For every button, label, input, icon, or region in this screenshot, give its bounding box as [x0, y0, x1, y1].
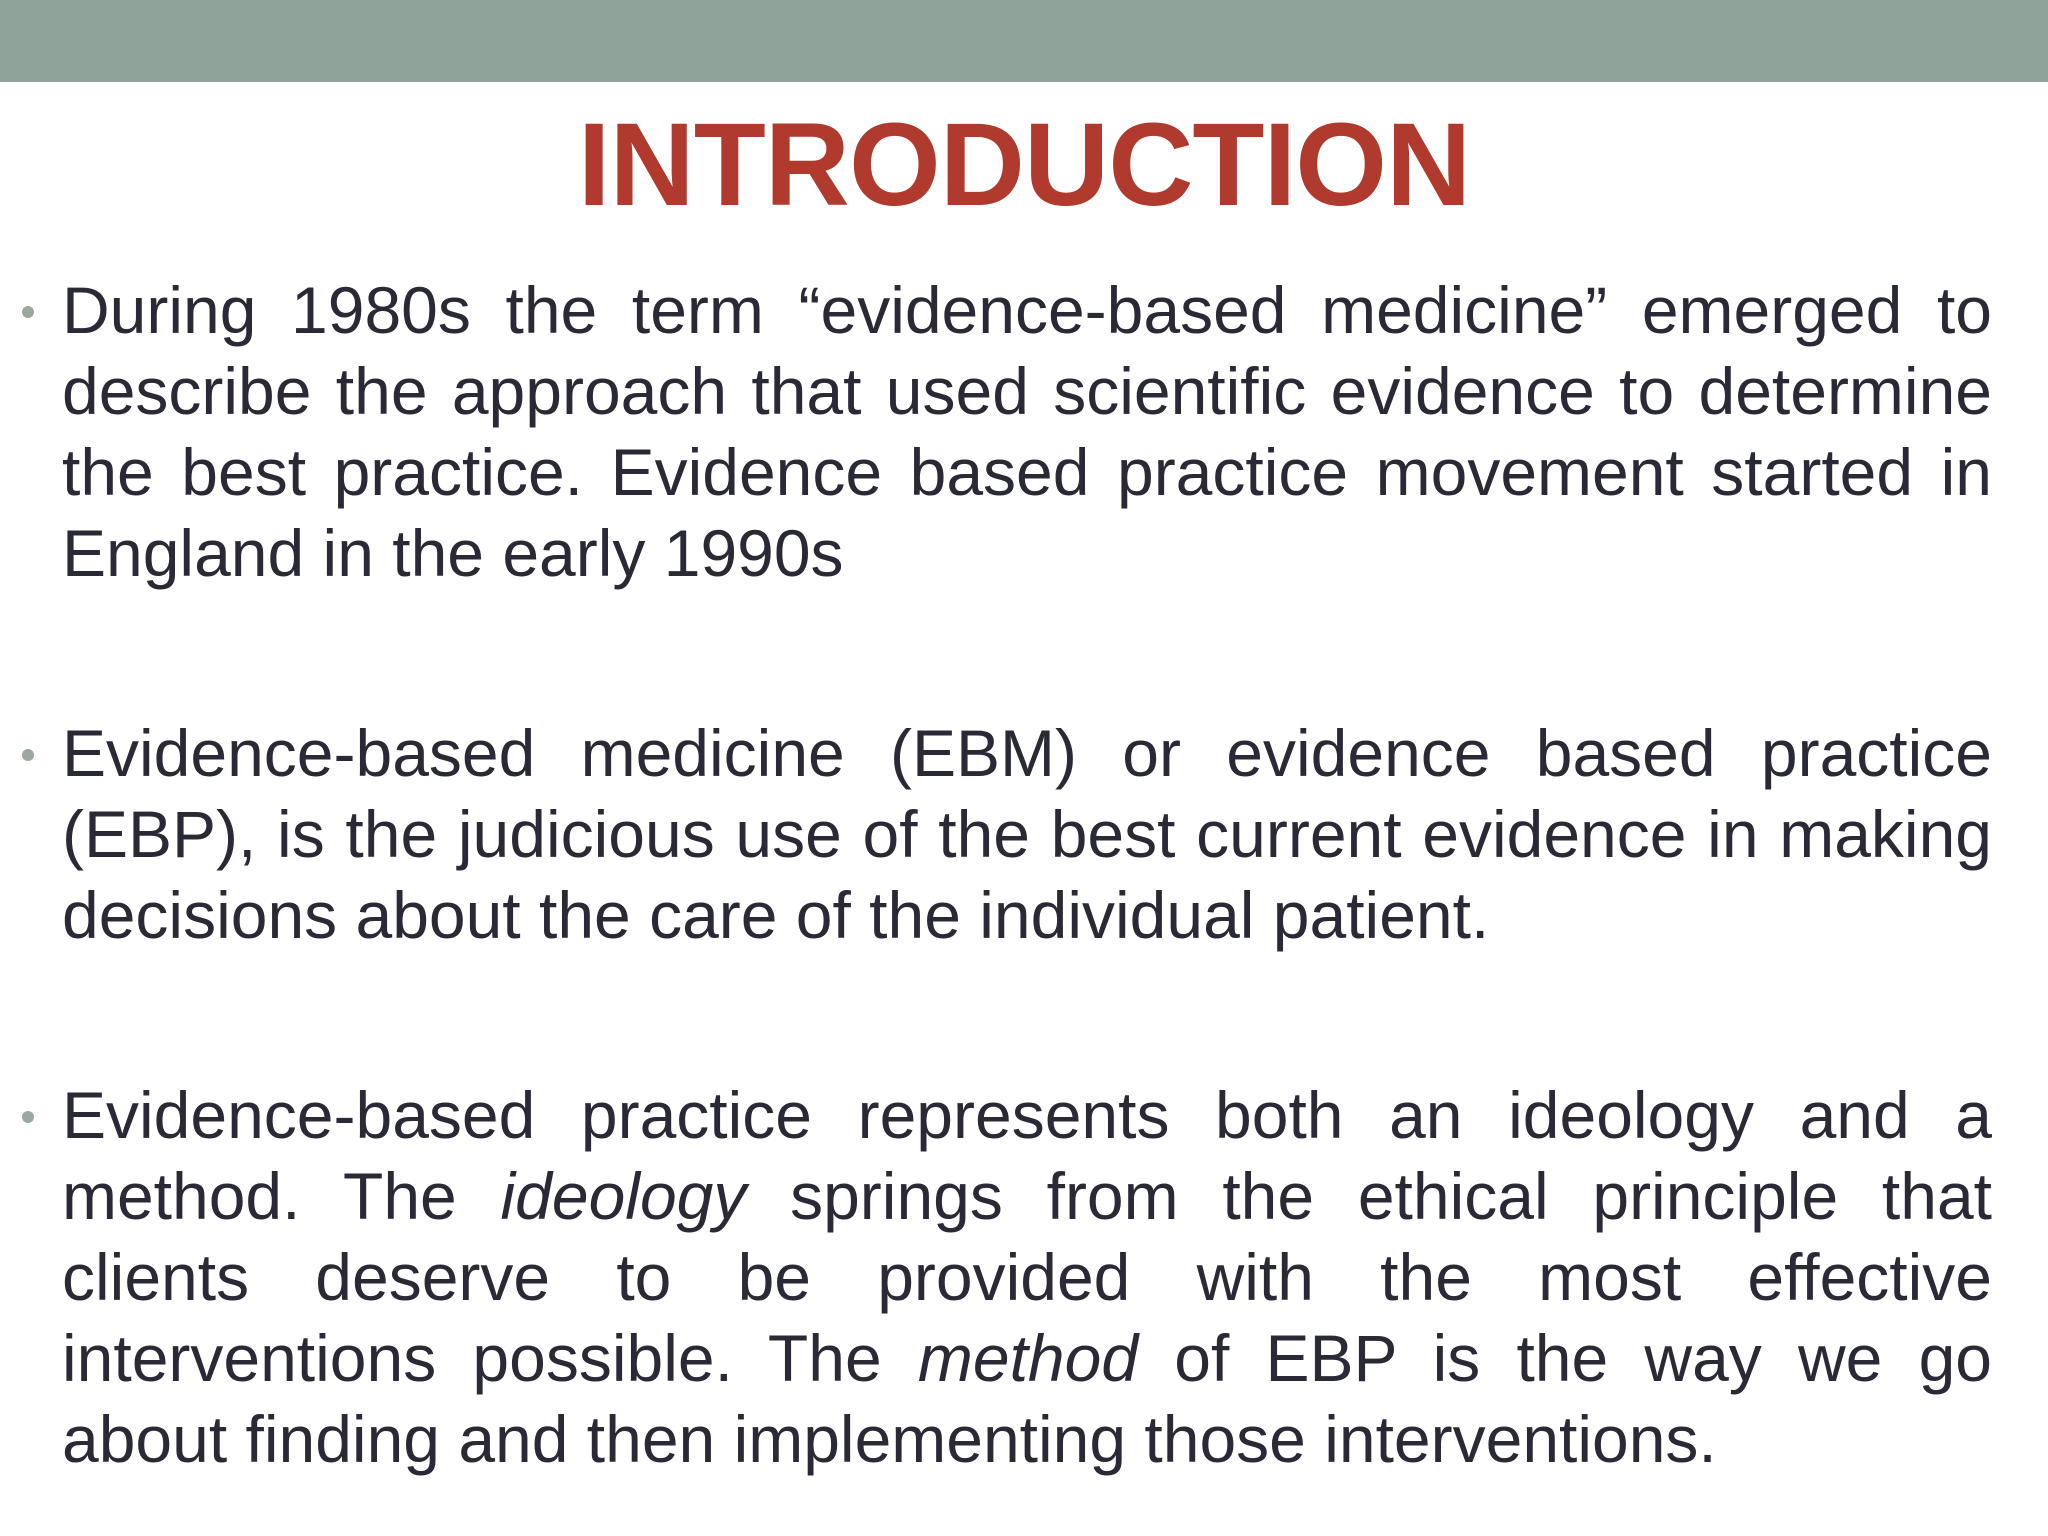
bullet-text: During 1980s the term “evidence-based medicine” emerged to describe the approach that used scientific evidence to determine the best practice. Evidence based practice movement started in England in the early 1990s: [62, 273, 1992, 590]
bullet-text-part: springs from the ethical principle that clients deserve to be provided with the most effective interventions possible. The: [62, 1159, 1992, 1395]
bullet-dot-icon: [22, 1111, 34, 1123]
emphasis-ideology: ideology: [500, 1159, 747, 1233]
bullet-item-2: [20, 713, 1992, 956]
bullet-dot-icon: [22, 306, 34, 318]
bullet-item-3: [20, 1075, 1992, 1480]
bullet-text: Evidence-based medicine (EBM) or evidence based practice (EBP), is the judicious use of the best current evidence in making decisions about the care of the individual patient.: [62, 716, 1992, 952]
bullet-text-part: Evidence-based practice represents both an ideology and a method. The: [62, 1078, 1992, 1233]
header-band: [0, 0, 2048, 82]
bullet-dot-icon: [22, 749, 34, 761]
slide-title: INTRODUCTION: [577, 99, 1471, 231]
emphasis-method: method: [917, 1321, 1139, 1395]
bullet-list: [20, 270, 1992, 1480]
bullet-item-1: [20, 270, 1992, 594]
bullet-text-part: of EBP is the way we go about finding and then implementing those interventions.: [62, 1321, 1993, 1476]
